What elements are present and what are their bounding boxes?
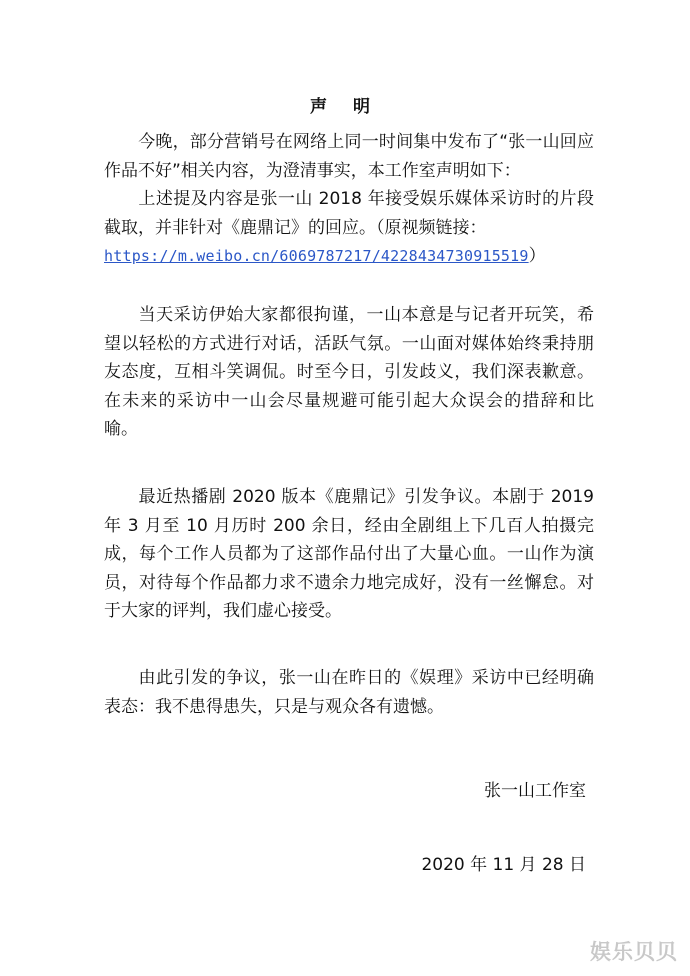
paragraph-drama <box>104 483 594 626</box>
signature: 张一山工作室 <box>484 781 586 801</box>
paragraph-clarification <box>104 185 594 271</box>
paragraph-apology-text: 当天采访伊始大家都很拘谨，一山本意是与记者开玩笑，希望以轻松的方式进行对话，活跃气氛。一山面对媒体始终秉持朋友态度，互相斗笑调侃。时至今日，引发歧义，我们深表歉意。在未来的采访中一山会尽量规避可能引起大众误会的措辞和比喻。 <box>104 305 594 439</box>
paragraph-response <box>104 664 594 721</box>
statement-title: 声 明 <box>310 97 380 117</box>
statement-date: 2020 年 11 月 28 日 <box>421 855 586 875</box>
video-link[interactable]: https://m.weibo.cn/6069787217/4228434730915519 <box>104 247 529 265</box>
paragraph-intro-text: 今晚，部分营销号在网络上同一时间集中发布了“张一山回应作品不好”相关内容，为澄清事实，本工作室声明如下： <box>104 132 594 181</box>
paragraph-clarification-text: 上述提及内容是张一山 2018 年接受娱乐媒体采访时的片段截取，并非针对《鹿鼎记》的回应。（原视频链接： <box>104 189 594 238</box>
paragraph-intro <box>104 128 594 185</box>
paragraph-response-text: 由此引发的争议，张一山在昨日的《娱理》采访中已经明确表态：我不患得患失，只是与观众各有遗憾。 <box>104 668 594 717</box>
watermark: 娱乐贝贝 <box>590 940 678 964</box>
paragraph-drama-text: 最近热播剧 2020 版本《鹿鼎记》引发争议。本剧于 2019 年 3 月至 10 月历时 200 余日，经由全剧组上下几百人拍摄完成，每个工作人员都为了这部作品付出了大量心血。一山作为演员，对待每个作品都力求不遗余力地完成好，没有一丝懈怠。对于大家的评判，我们虚心接受。 <box>104 487 594 621</box>
link-close-paren: ） <box>528 246 546 266</box>
paragraph-apology <box>104 301 594 444</box>
